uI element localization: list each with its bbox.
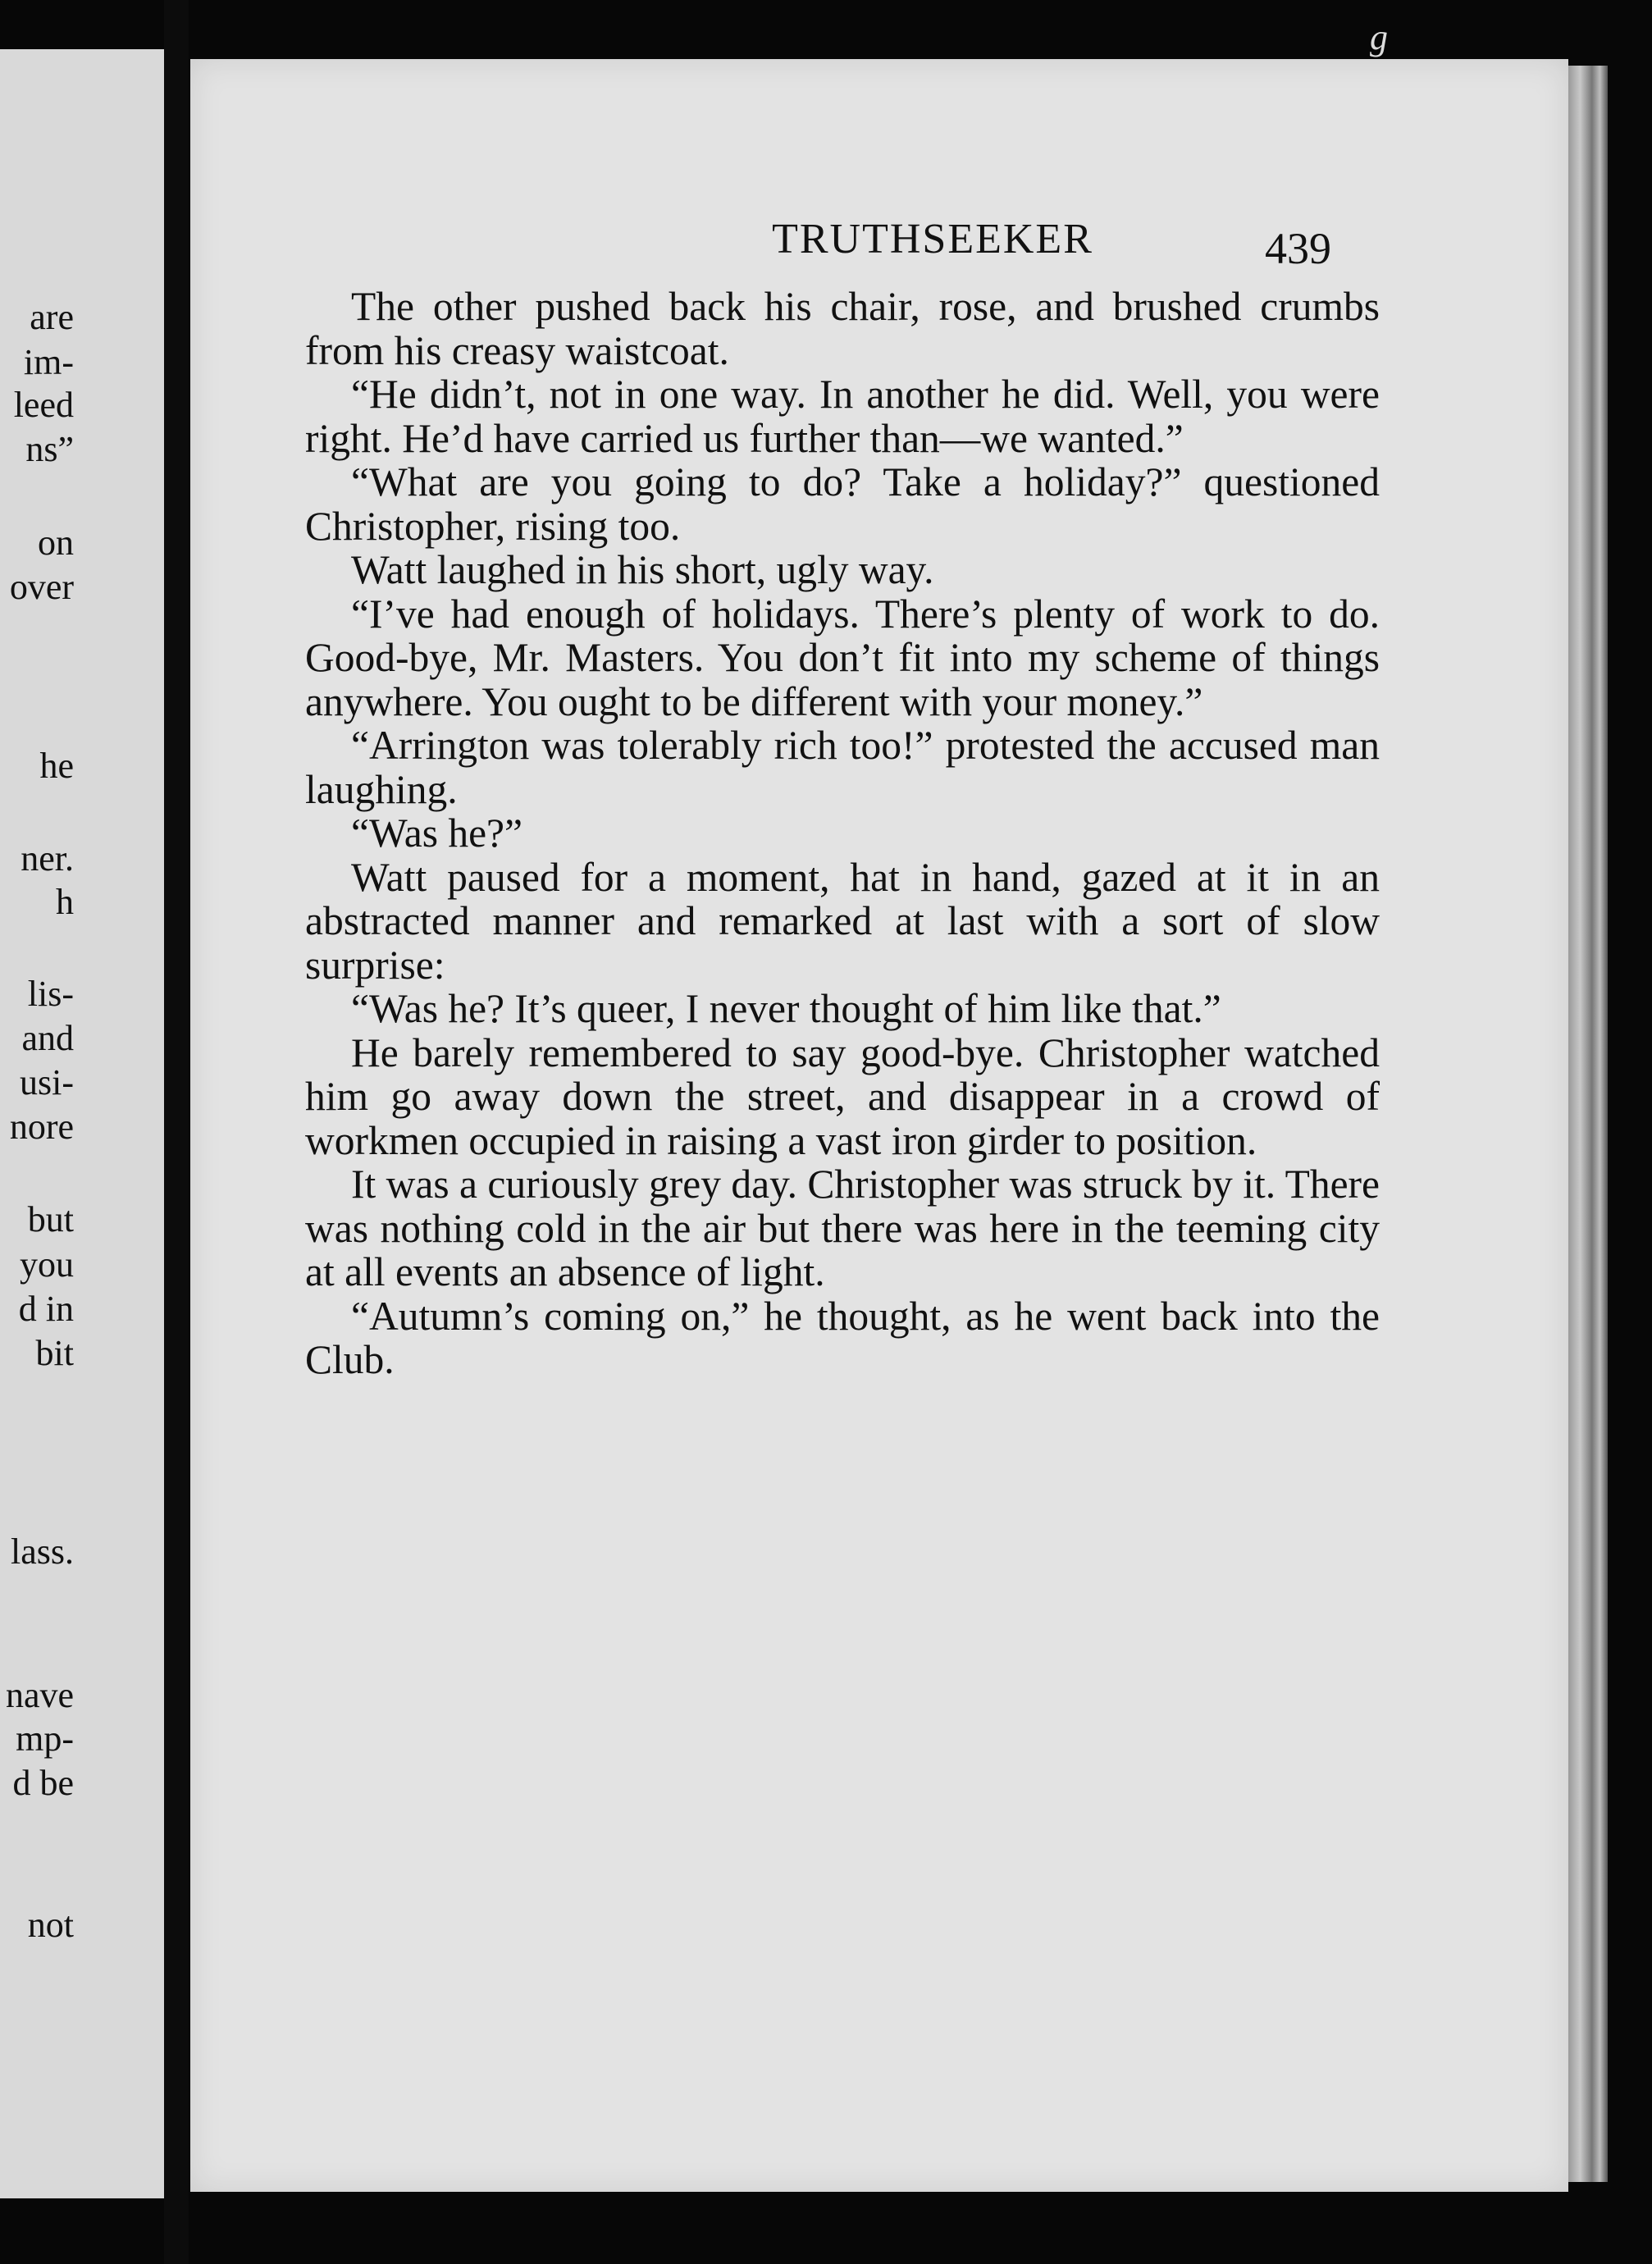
left-fragment: you bbox=[20, 1244, 74, 1285]
book-gutter bbox=[164, 0, 189, 2264]
paragraph: “Autumn’s coming on,” he thought, as he went back into the Club. bbox=[305, 1293, 1380, 1382]
left-fragment: h bbox=[56, 882, 74, 922]
running-title: TRUTHSEEKER bbox=[772, 216, 1093, 262]
paragraph: “Was he? It’s queer, I never thought of him like that.” bbox=[351, 986, 1221, 1031]
left-fragment: ns” bbox=[25, 429, 74, 469]
left-fragment: lass. bbox=[11, 1531, 74, 1572]
left-fragment: bit bbox=[35, 1333, 74, 1373]
corner-mark: g bbox=[1370, 17, 1388, 57]
book-page bbox=[190, 59, 1568, 2192]
left-fragment: he bbox=[39, 746, 74, 786]
paragraph: “He didn’t, not in one way. In another he did. Well, you were right. He’d have carried us further than—we wanted.” bbox=[305, 372, 1380, 461]
body-text bbox=[305, 285, 1380, 1382]
paragraph: The other pushed back his chair, rose, and brushed crumbs from his creasy waistcoat. bbox=[305, 284, 1380, 373]
left-fragment: leed bbox=[13, 385, 74, 425]
paragraph: It was a curiously grey day. Christopher was struck by it. There was nothing cold in the air but there was here in the teeming city at all events an absence of light. bbox=[305, 1162, 1380, 1294]
left-fragment: and bbox=[21, 1018, 74, 1058]
paragraph: “I’ve had enough of holidays. There’s plenty of work to do. Good-bye, Mr. Masters. You don’t fit into my scheme of things anywhere. You ought to be different with your money.” bbox=[305, 591, 1380, 724]
left-fragment: not bbox=[27, 1905, 74, 1945]
paragraph: “What are you going to do? Take a holiday?” questioned Christopher, rising too. bbox=[305, 459, 1380, 549]
left-fragment: ner. bbox=[21, 838, 74, 879]
paragraph: Watt paused for a moment, hat in hand, gazed at it in an abstracted manner and remarked at last with a sort of slow surprise: bbox=[305, 854, 1380, 988]
left-fragment: mp- bbox=[16, 1719, 74, 1759]
page-edge bbox=[1568, 66, 1608, 2182]
left-fragment: but bbox=[27, 1199, 74, 1239]
paragraph: “Was he?” bbox=[351, 810, 523, 856]
left-fragment: im- bbox=[23, 342, 74, 382]
left-fragment: are bbox=[30, 297, 74, 337]
left-facing-page bbox=[0, 49, 171, 2198]
left-fragment: lis- bbox=[27, 974, 74, 1014]
paragraph: He barely remembered to say good-bye. Christopher watched him go away down the street, and disappear in a crowd of workmen occupied in raising a vast iron girder to position. bbox=[305, 1029, 1380, 1163]
left-fragment: over bbox=[9, 567, 74, 607]
left-fragment: on bbox=[38, 523, 74, 563]
left-fragment: d be bbox=[12, 1763, 74, 1803]
page-number: 439 bbox=[1265, 224, 1331, 273]
left-fragment: nave bbox=[5, 1675, 74, 1715]
left-fragment: d in bbox=[18, 1289, 74, 1329]
left-fragment: usi- bbox=[20, 1062, 74, 1102]
paragraph: “Arrington was tolerably rich too!” protested the accused man laughing. bbox=[305, 723, 1380, 812]
paragraph: Watt laughed in his short, ugly way. bbox=[351, 547, 934, 592]
left-fragment: nore bbox=[9, 1107, 74, 1147]
